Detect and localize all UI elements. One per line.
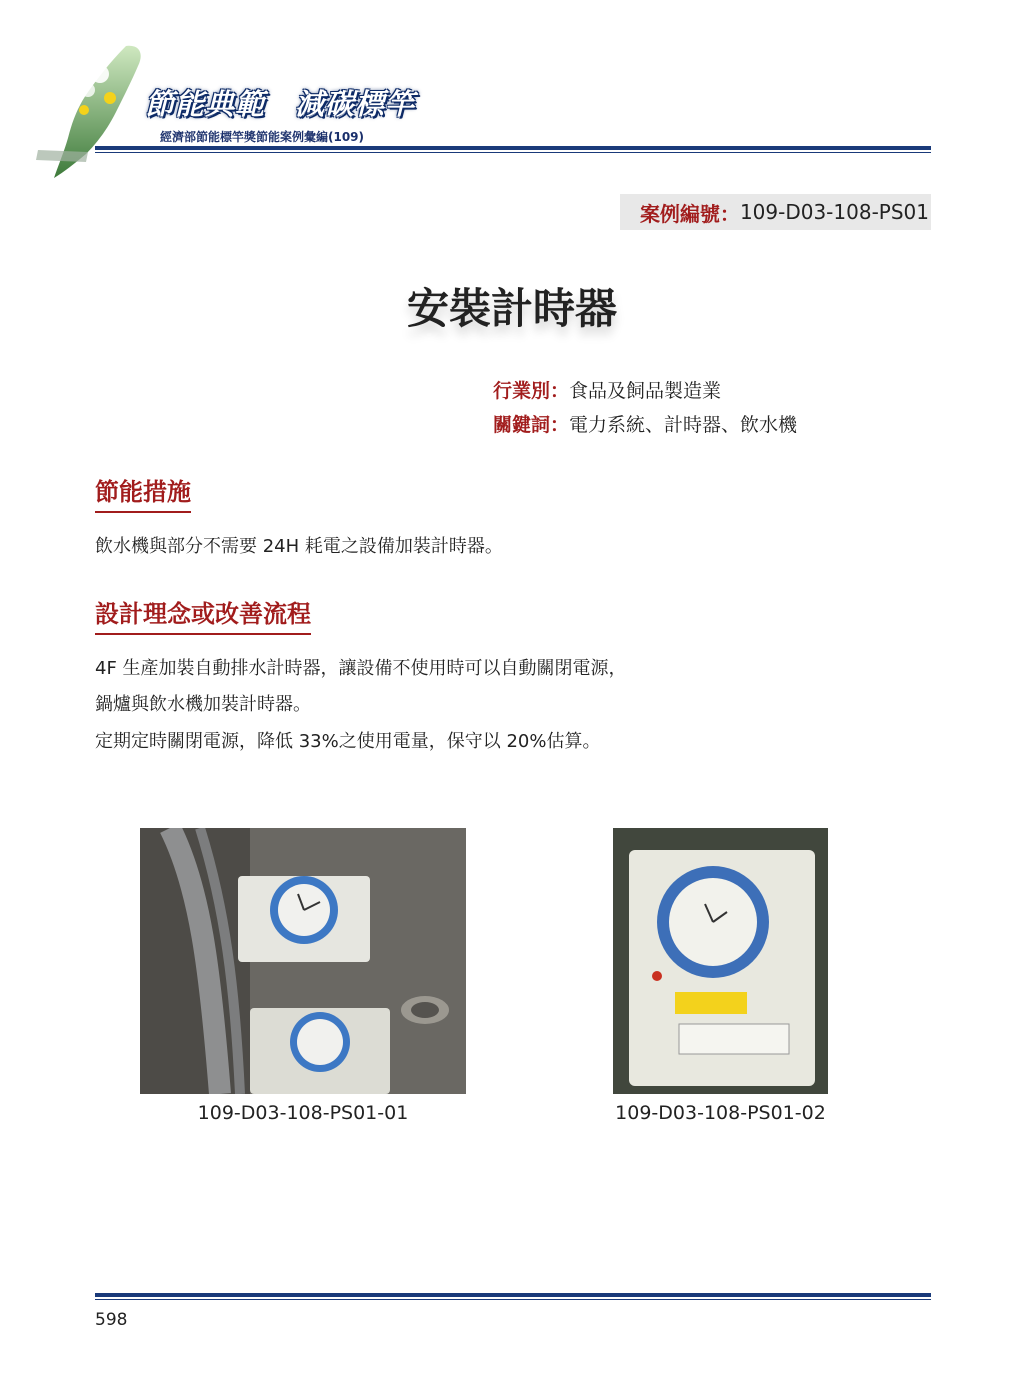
- industry-value: 食品及飼品製造業: [569, 380, 722, 402]
- photo-timer-wall: [140, 828, 466, 1094]
- design-text-line: 鍋爐與飲水機加裝計時器。: [95, 694, 311, 715]
- industry-label: 行業別：: [493, 380, 570, 402]
- design-text-line: 定期定時關閉電源，降低 33%之使用電量，保守以 20%估算。: [95, 731, 601, 752]
- timer-box-illustration: [613, 828, 828, 1094]
- keywords-value: 電力系統、計時器、飲水機: [569, 414, 798, 436]
- photo-timer-box: [613, 828, 828, 1094]
- header-divider: [95, 146, 931, 150]
- keywords-line: [493, 410, 797, 437]
- photo-caption-1: 109-D03-108-PS01-01: [197, 1102, 409, 1124]
- timer-wall-illustration: [140, 828, 466, 1094]
- industry-line: [493, 376, 721, 403]
- section-heading-measures: 節能措施: [95, 472, 191, 513]
- photo-caption-2: 109-D03-108-PS01-02: [615, 1102, 826, 1124]
- footer-divider-thin: [95, 1299, 931, 1300]
- case-number-box: [620, 194, 931, 230]
- keywords-label: 關鍵詞：: [493, 414, 570, 436]
- footer-divider: [95, 1293, 931, 1297]
- design-text-line: 4F 生產加裝自動排水計時器，讓設備不使用時可以自動關閉電源，: [95, 658, 627, 679]
- page-title: 安裝計時器: [406, 284, 617, 333]
- measures-text: 飲水機與部分不需要 24H 耗電之設備加裝計時器。: [95, 536, 503, 557]
- case-number-value: 109-D03-108-PS01: [739, 200, 929, 224]
- case-number-label: 案例編號：: [639, 201, 740, 226]
- page-number: 598: [95, 1310, 128, 1330]
- header-divider-thin: [95, 152, 931, 153]
- brand-title: 節能典範 減碳標竿: [145, 87, 416, 121]
- section-heading-design: 設計理念或改善流程: [95, 594, 311, 635]
- brand-subtitle: 經濟部節能標竿獎節能案例彙編(109): [160, 130, 365, 144]
